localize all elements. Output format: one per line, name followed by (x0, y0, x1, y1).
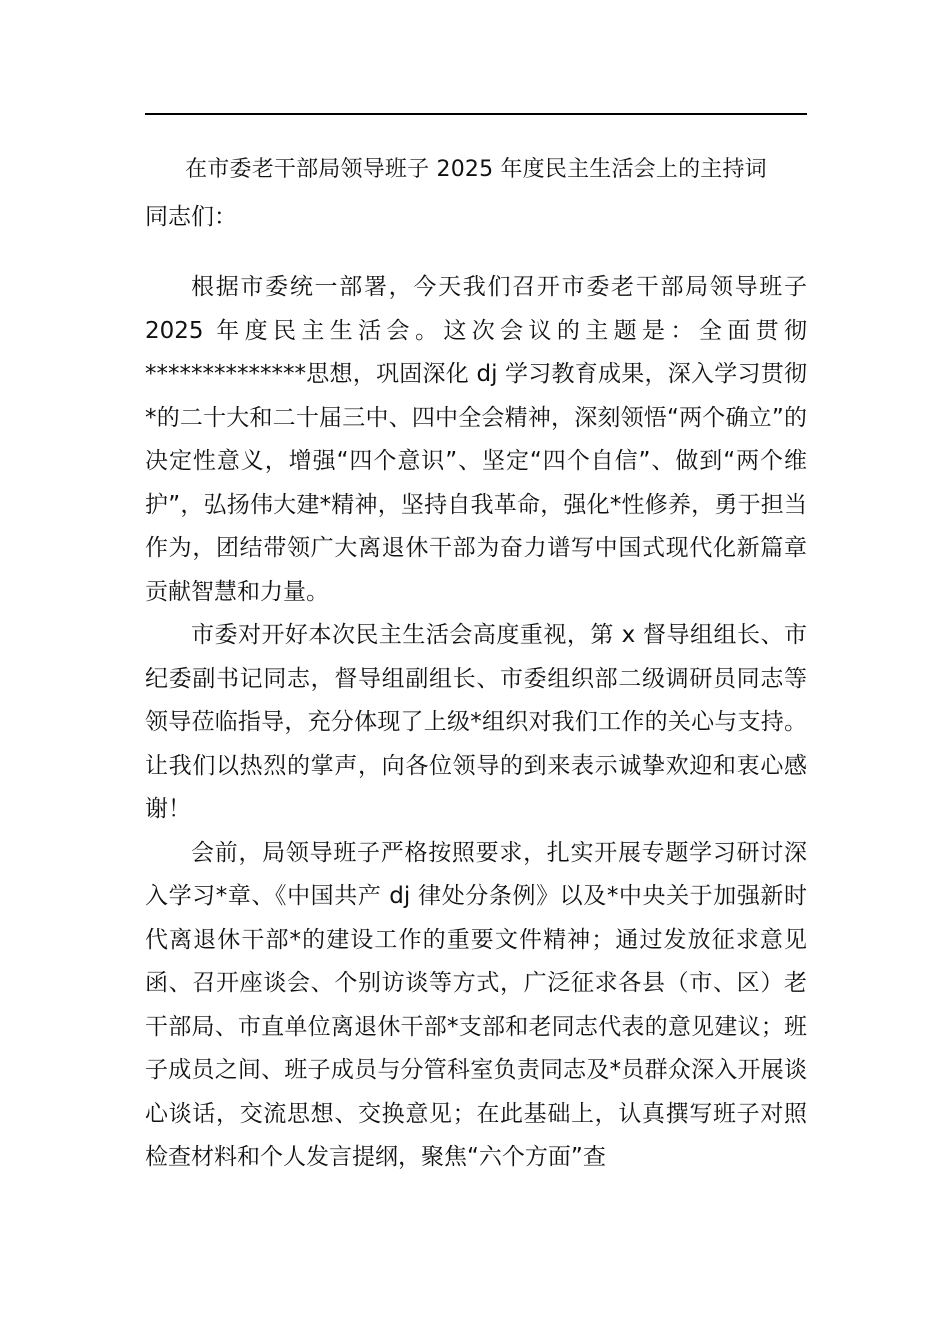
paragraph-preparation-work: 会前，局领导班子严格按照要求，扎实开展专题学习研讨深入学习*章、《中国共产 dj 律处分条例》以及*中央关于加强新时代离退休干部*的建设工作的重要文件精神；通过发放征求意见函、召开座谈会、个别访谈等方式，广泛征求各县（市、区）老干部局、市直单位离退休干部*支部和老同志代表的意见建议；班子成员之间、班子成员与分管科室负责同志及*员群众深入开展谈心谈话，交流思想、交换意见；在此基础上，认真撰写班子对照检查材料和个人发言提纲，聚焦“六个方面”查 (145, 839, 807, 1170)
paragraph-meeting-theme: 根据市委统一部署，今天我们召开市委老干部局领导班子 2025 年度民主生活会。这次会议的主题是：全面贯彻**************思想，巩固深化 dj 学习教育成果，深入学习贯彻*的二十大和二十届三中、四中全会精神，深刻领悟“两个确立”的决定性意义，增强“四个意识”、坚定“四个自信”、做到“两个维护”，弘扬伟大建*精神，坚持自我革命，强化*性修养，勇于担当作为，团结带领广大离退休干部为奋力谱写中国式现代化新篇章贡献智慧和力量。 (145, 274, 807, 605)
document-body (145, 266, 807, 1180)
greeting: 同志们： (145, 204, 237, 230)
document-title: 在市委老干部局领导班子 2025 年度民主生活会上的主持词 (185, 157, 767, 182)
header-rule (145, 113, 807, 115)
paragraph-welcome-leaders: 市委对开好本次民主生活会高度重视，第 x 督导组组长、市纪委副书记同志，督导组副组长、市委组织部二级调研员同志等领导莅临指导，充分体现了上级*组织对我们工作的关心与支持。让我们以热烈的掌声，向各位领导的到来表示诚挚欢迎和衷心感谢！ (145, 622, 807, 822)
